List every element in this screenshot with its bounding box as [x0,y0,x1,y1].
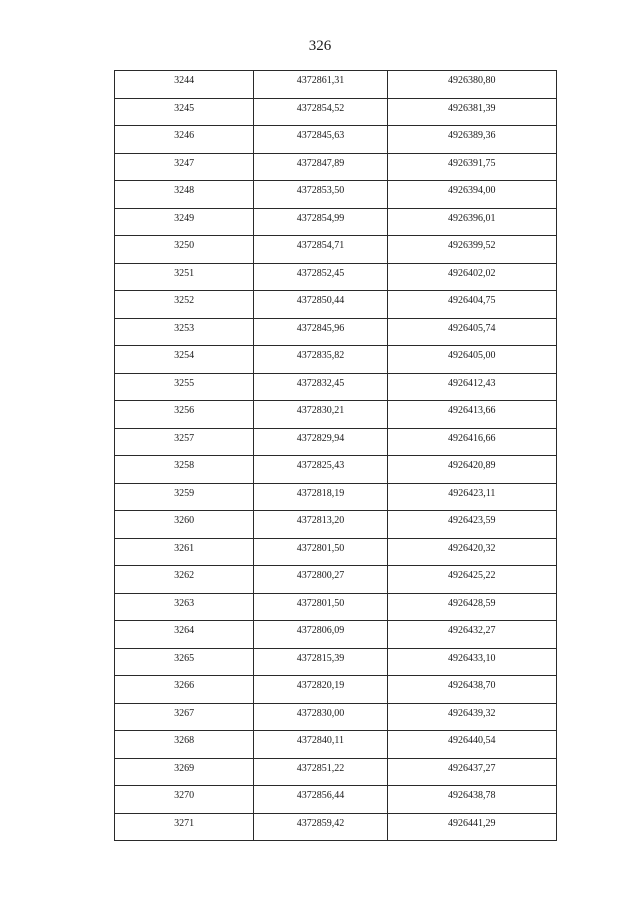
y-coordinate-cell [387,373,556,401]
y-coordinate-cell [387,428,556,456]
x-coordinate-cell [254,813,387,841]
point-number-cell [115,401,254,429]
point-number-cell-text: 3258 [174,460,195,471]
y-coordinate-cell-text: 4926399,52 [448,240,496,251]
point-number-cell-text: 3252 [174,295,195,306]
y-coordinate-cell-text: 4926420,89 [448,460,496,471]
point-number-cell-text: 3246 [174,130,195,141]
x-coordinate-cell [254,538,387,566]
y-coordinate-cell-text: 4926438,70 [448,680,496,691]
x-coordinate-cell-text: 4372840,11 [296,735,345,746]
x-coordinate-cell-text: 4372815,39 [296,652,345,664]
y-coordinate-cell-text: 4926396,01 [448,212,496,224]
point-number-cell-text: 3262 [174,570,195,581]
y-coordinate-cell [387,263,556,291]
y-coordinate-cell [387,291,556,319]
x-coordinate-cell-text: 4372830,21 [296,405,345,416]
table-row [115,593,557,621]
x-coordinate-cell [254,621,387,649]
point-number-cell-text: 3244 [174,75,195,86]
y-coordinate-cell-text: 4926404,75 [448,295,496,306]
y-coordinate-cell [387,648,556,676]
x-coordinate-cell [254,648,387,676]
table-row [115,538,557,566]
x-coordinate-cell-text: 4372832,45 [296,377,345,389]
x-coordinate-cell-text: 4372851,22 [296,762,345,774]
y-coordinate-cell [387,236,556,264]
table-row [115,181,557,209]
table-row [115,676,557,704]
point-number-cell-text: 3270 [174,790,195,801]
x-coordinate-cell-text: 4372845,96 [296,322,345,334]
table-row [115,428,557,456]
y-coordinate-cell [387,731,556,759]
y-coordinate-cell [387,813,556,841]
table-row [115,566,557,594]
coordinates-table-body [115,71,557,841]
point-number-cell [115,126,254,154]
point-number-cell [115,593,254,621]
x-coordinate-cell-text: 4372818,19 [296,487,345,499]
point-number-cell [115,208,254,236]
point-number-cell-text: 3251 [174,267,195,279]
x-coordinate-cell-text: 4372813,20 [296,515,345,526]
table-row [115,786,557,814]
point-number-cell-text: 3269 [174,762,195,774]
y-coordinate-cell-text: 4926405,00 [448,350,496,361]
table-row [115,483,557,511]
y-coordinate-cell-text: 4926413,66 [448,405,496,416]
point-number-cell [115,758,254,786]
x-coordinate-cell [254,181,387,209]
x-coordinate-cell [254,786,387,814]
x-coordinate-cell [254,703,387,731]
table-row [115,511,557,539]
x-coordinate-cell [254,98,387,126]
y-coordinate-cell-text: 4926437,27 [448,762,496,774]
x-coordinate-cell [254,71,387,99]
y-coordinate-cell [387,318,556,346]
point-number-cell [115,318,254,346]
x-coordinate-cell [254,566,387,594]
y-coordinate-cell-text: 4926391,75 [448,157,496,169]
table-row [115,648,557,676]
y-coordinate-cell [387,346,556,374]
point-number-cell [115,813,254,841]
x-coordinate-cell-text: 4372835,82 [296,350,345,361]
point-number-cell-text: 3260 [174,515,195,526]
y-coordinate-cell-text: 4926438,78 [448,790,496,801]
point-number-cell-text: 3254 [174,350,195,361]
x-coordinate-cell-text: 4372847,89 [296,157,345,169]
x-coordinate-cell [254,511,387,539]
table-row [115,153,557,181]
point-number-cell-text: 3249 [174,212,195,224]
x-coordinate-cell-text: 4372801,50 [296,597,345,609]
y-coordinate-cell [387,703,556,731]
y-coordinate-cell [387,98,556,126]
point-number-cell [115,676,254,704]
y-coordinate-cell [387,153,556,181]
table-row [115,236,557,264]
x-coordinate-cell-text: 4372850,44 [296,295,345,306]
y-coordinate-cell-text: 4926423,59 [448,515,496,526]
x-coordinate-cell [254,236,387,264]
y-coordinate-cell-text: 4926389,36 [448,130,496,141]
point-number-cell-text: 3266 [174,680,195,691]
x-coordinate-cell [254,291,387,319]
point-number-cell-text: 3265 [174,652,195,664]
point-number-cell [115,703,254,731]
y-coordinate-cell-text: 4926394,00 [448,185,496,196]
coordinates-table [114,70,557,841]
table-row [115,71,557,99]
point-number-cell-text: 3267 [174,707,195,719]
table-row [115,263,557,291]
y-coordinate-cell-text: 4926433,10 [448,652,496,664]
table-row [115,703,557,731]
x-coordinate-cell [254,153,387,181]
x-coordinate-cell [254,373,387,401]
y-coordinate-cell [387,456,556,484]
point-number-cell-text: 3248 [174,185,195,196]
y-coordinate-cell [387,786,556,814]
table-row [115,98,557,126]
y-coordinate-cell-text: 4926405,74 [448,322,496,334]
y-coordinate-cell [387,758,556,786]
y-coordinate-cell-text: 4926381,39 [448,102,496,114]
x-coordinate-cell [254,593,387,621]
y-coordinate-cell-text: 4926425,22 [448,570,496,581]
point-number-cell-text: 3263 [174,597,195,609]
x-coordinate-cell [254,428,387,456]
table-row [115,731,557,759]
x-coordinate-cell-text: 4372854,99 [296,212,345,224]
x-coordinate-cell-text: 4372820,19 [296,680,345,691]
table-row [115,346,557,374]
x-coordinate-cell [254,401,387,429]
y-coordinate-cell [387,208,556,236]
point-number-cell-text: 3255 [174,377,195,389]
y-coordinate-cell [387,621,556,649]
x-coordinate-cell-text: 4372859,42 [296,817,345,829]
table-row [115,401,557,429]
table-row [115,758,557,786]
x-coordinate-cell-text: 4372829,94 [296,432,345,444]
x-coordinate-cell-text: 4372825,43 [296,460,345,471]
point-number-cell-text: 3257 [174,432,195,444]
point-number-cell [115,291,254,319]
point-number-cell [115,263,254,291]
y-coordinate-cell [387,181,556,209]
x-coordinate-cell [254,456,387,484]
y-coordinate-cell [387,676,556,704]
x-coordinate-cell [254,676,387,704]
point-number-cell [115,98,254,126]
y-coordinate-cell-text: 4926380,80 [448,75,496,86]
x-coordinate-cell-text: 4372856,44 [296,790,345,801]
y-coordinate-cell-text: 4926402,02 [448,267,496,279]
x-coordinate-cell-text: 4372800,27 [296,570,345,581]
x-coordinate-cell-text: 4372854,71 [296,240,345,251]
point-number-cell-text: 3264 [174,625,195,636]
y-coordinate-cell [387,71,556,99]
point-number-cell [115,373,254,401]
point-number-cell [115,538,254,566]
point-number-cell-text: 3250 [174,240,195,251]
y-coordinate-cell [387,566,556,594]
y-coordinate-cell-text: 4926423,11 [448,487,496,499]
point-number-cell [115,483,254,511]
point-number-cell-text: 3247 [174,157,195,169]
y-coordinate-cell-text: 4926428,59 [448,597,496,609]
point-number-cell-text: 3259 [174,487,195,499]
y-coordinate-cell [387,126,556,154]
y-coordinate-cell [387,593,556,621]
table-row [115,126,557,154]
point-number-cell [115,346,254,374]
point-number-cell-text: 3256 [174,405,195,416]
y-coordinate-cell-text: 4926439,32 [448,707,496,719]
x-coordinate-cell-text: 4372853,50 [296,185,345,196]
x-coordinate-cell [254,483,387,511]
point-number-cell-text: 3268 [174,735,195,746]
point-number-cell [115,731,254,759]
table-row [115,291,557,319]
point-number-cell [115,511,254,539]
table-row [115,456,557,484]
point-number-cell [115,456,254,484]
x-coordinate-cell [254,346,387,374]
y-coordinate-cell [387,401,556,429]
x-coordinate-cell [254,263,387,291]
y-coordinate-cell-text: 4926441,29 [448,817,496,829]
x-coordinate-cell [254,126,387,154]
x-coordinate-cell-text: 4372852,45 [296,267,345,279]
y-coordinate-cell [387,538,556,566]
y-coordinate-cell-text: 4926416,66 [448,432,496,444]
y-coordinate-cell-text: 4926440,54 [448,735,496,746]
point-number-cell-text: 3245 [174,102,195,114]
x-coordinate-cell-text: 4372861,31 [296,75,345,86]
page-number: 326 [308,38,332,54]
x-coordinate-cell-text: 4372845,63 [296,130,345,141]
table-row [115,208,557,236]
table-row [115,813,557,841]
table-row [115,318,557,346]
table-row [115,373,557,401]
point-number-cell [115,71,254,99]
point-number-cell [115,621,254,649]
x-coordinate-cell [254,208,387,236]
point-number-cell-text: 3253 [174,322,195,334]
point-number-cell [115,566,254,594]
point-number-cell [115,236,254,264]
point-number-cell-text: 3261 [174,542,195,554]
y-coordinate-cell-text: 4926420,32 [448,542,496,554]
x-coordinate-cell [254,318,387,346]
table-row [115,621,557,649]
y-coordinate-cell [387,511,556,539]
y-coordinate-cell-text: 4926412,43 [448,377,496,389]
point-number-cell [115,181,254,209]
point-number-cell [115,786,254,814]
point-number-cell-text: 3271 [174,817,195,829]
y-coordinate-cell-text: 4926432,27 [448,625,496,636]
point-number-cell [115,648,254,676]
x-coordinate-cell-text: 4372830,00 [296,707,345,719]
x-coordinate-cell [254,758,387,786]
x-coordinate-cell-text: 4372854,52 [296,102,345,114]
x-coordinate-cell [254,731,387,759]
point-number-cell [115,153,254,181]
x-coordinate-cell-text: 4372806,09 [296,625,345,636]
point-number-cell [115,428,254,456]
x-coordinate-cell-text: 4372801,50 [296,542,345,554]
y-coordinate-cell [387,483,556,511]
